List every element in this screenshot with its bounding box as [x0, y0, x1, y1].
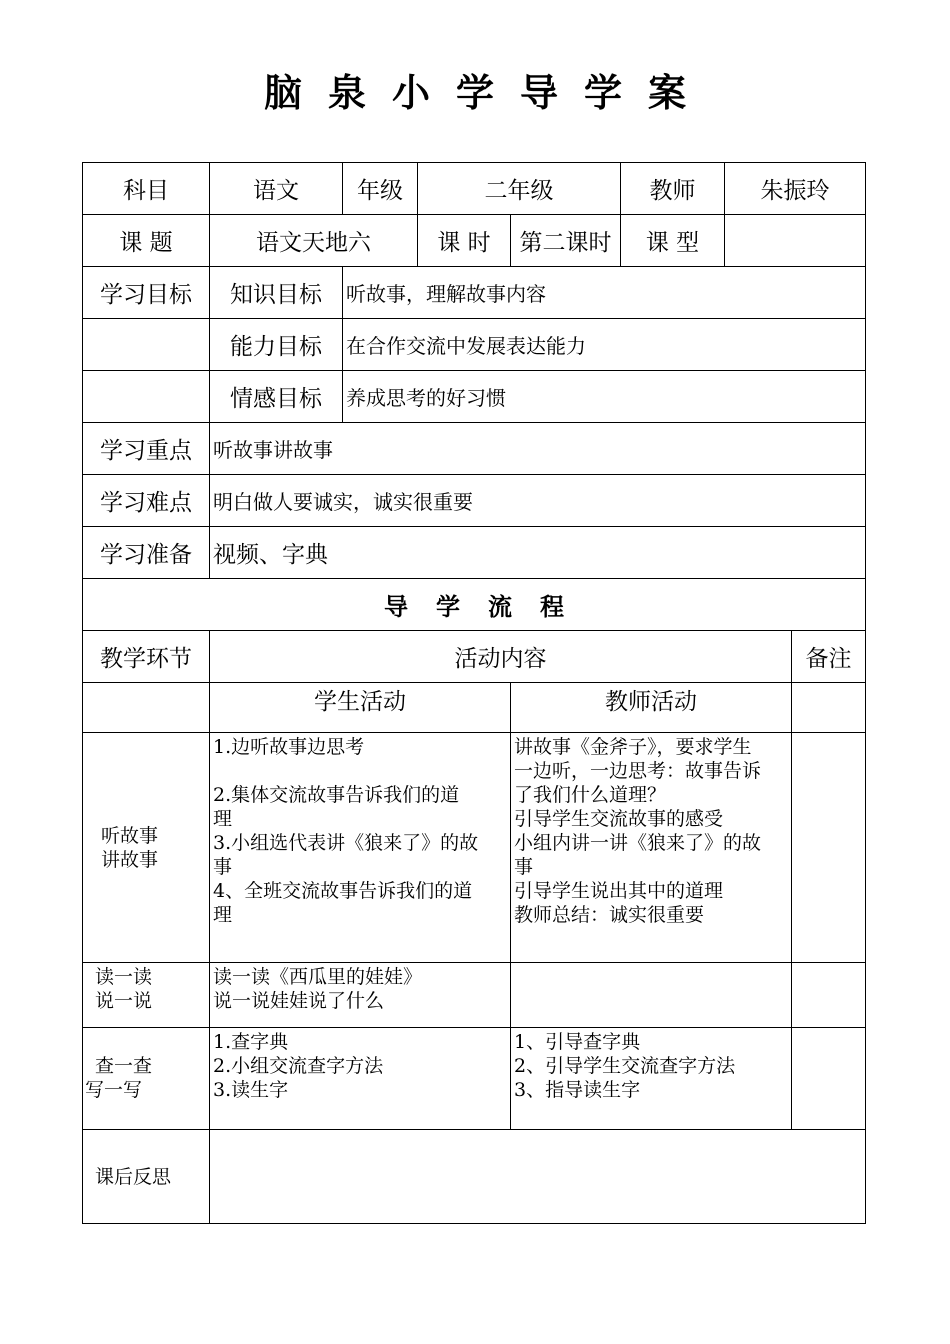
- topic-label: 课 题: [83, 215, 210, 267]
- note-cell: [792, 1028, 866, 1130]
- student-activity: 1.查字典 2.小组交流查字方法 3.读生字: [210, 1028, 511, 1130]
- ability-goal-value: 在合作交流中发展表达能力: [343, 319, 866, 371]
- period-label: 课 时: [418, 215, 511, 267]
- stage-name: 查一查 写一写: [83, 1028, 210, 1130]
- teacher-activity: [511, 963, 792, 1028]
- subject-value: 语文: [210, 163, 343, 215]
- ability-goal-label: 能力目标: [210, 319, 343, 371]
- grade-label: 年级: [343, 163, 418, 215]
- subject-label: 科目: [83, 163, 210, 215]
- teacher-activity: 1、引导查字典 2、引导学生交流查字方法 3、指导读生字: [511, 1028, 792, 1130]
- stage-row: [83, 1028, 866, 1130]
- empty-cell: [83, 371, 210, 423]
- stage-row: [83, 733, 866, 963]
- flow-title-row: [83, 579, 866, 631]
- note-label: 备注: [792, 631, 866, 683]
- flow-subheader-row: [83, 683, 866, 733]
- activity-label: 活动内容: [210, 631, 792, 683]
- stage-row: [83, 963, 866, 1028]
- teacher-value: 朱振玲: [725, 163, 866, 215]
- reflection-row: [83, 1130, 866, 1224]
- grade-value: 二年级: [418, 163, 621, 215]
- empty-cell: [83, 319, 210, 371]
- reflection-label: 课后反思: [83, 1130, 210, 1224]
- emotion-goal-value: 养成思考的好习惯: [343, 371, 866, 423]
- lesson-plan-table: [82, 162, 866, 1224]
- stage-name: 读一读 说一说: [83, 963, 210, 1028]
- preparation-row: [83, 527, 866, 579]
- knowledge-goal-label: 知识目标: [210, 267, 343, 319]
- empty-cell: [83, 683, 210, 733]
- flow-title: 导 学 流 程: [83, 579, 866, 631]
- focus-label: 学习重点: [83, 423, 210, 475]
- header-row-1: [83, 163, 866, 215]
- student-activity: 1.边听故事边思考 2.集体交流故事告诉我们的道 理 3.小组选代表讲《狼来了》的故 事 4、全班交流故事告诉我们的道 理: [210, 733, 511, 963]
- knowledge-goal-value: 听故事，理解故事内容: [343, 267, 866, 319]
- goal-knowledge-row: [83, 267, 866, 319]
- teacher-activity-label: 教师活动: [511, 683, 792, 733]
- page-title: 脑 泉 小 学 导 学 案: [263, 70, 687, 115]
- focus-value: 听故事讲故事: [210, 423, 866, 475]
- preparation-value: 视频、字典: [210, 527, 866, 579]
- student-activity: 读一读《西瓜里的娃娃》 说一说娃娃说了什么: [210, 963, 511, 1028]
- header-row-2: [83, 215, 866, 267]
- student-activity-label: 学生活动: [210, 683, 511, 733]
- stage-label: 教学环节: [83, 631, 210, 683]
- difficulty-label: 学习难点: [83, 475, 210, 527]
- goals-label: 学习目标: [83, 267, 210, 319]
- goal-ability-row: [83, 319, 866, 371]
- emotion-goal-label: 情感目标: [210, 371, 343, 423]
- goal-emotion-row: [83, 371, 866, 423]
- focus-row: [83, 423, 866, 475]
- difficulty-value: 明白做人要诚实，诚实很重要: [210, 475, 866, 527]
- teacher-activity: 讲故事《金斧子》，要求学生 一边听，一边思考：故事告诉 了我们什么道理？ 引导学生交流故事的感受 小组内讲一讲《狼来了》的故 事 引导学生说出其中的道理 教师总结：诚实很重要: [511, 733, 792, 963]
- topic-value: 语文天地六: [210, 215, 418, 267]
- teacher-label: 教师: [621, 163, 725, 215]
- preparation-label: 学习准备: [83, 527, 210, 579]
- note-cell: [792, 963, 866, 1028]
- stage-name: 听故事 讲故事: [83, 733, 210, 963]
- period-value: 第二课时: [511, 215, 621, 267]
- type-label: 课 型: [621, 215, 725, 267]
- note-cell: [792, 733, 866, 963]
- reflection-value: [210, 1130, 866, 1224]
- difficulty-row: [83, 475, 866, 527]
- flow-header-row: [83, 631, 866, 683]
- type-value: [725, 215, 866, 267]
- empty-cell: [792, 683, 866, 733]
